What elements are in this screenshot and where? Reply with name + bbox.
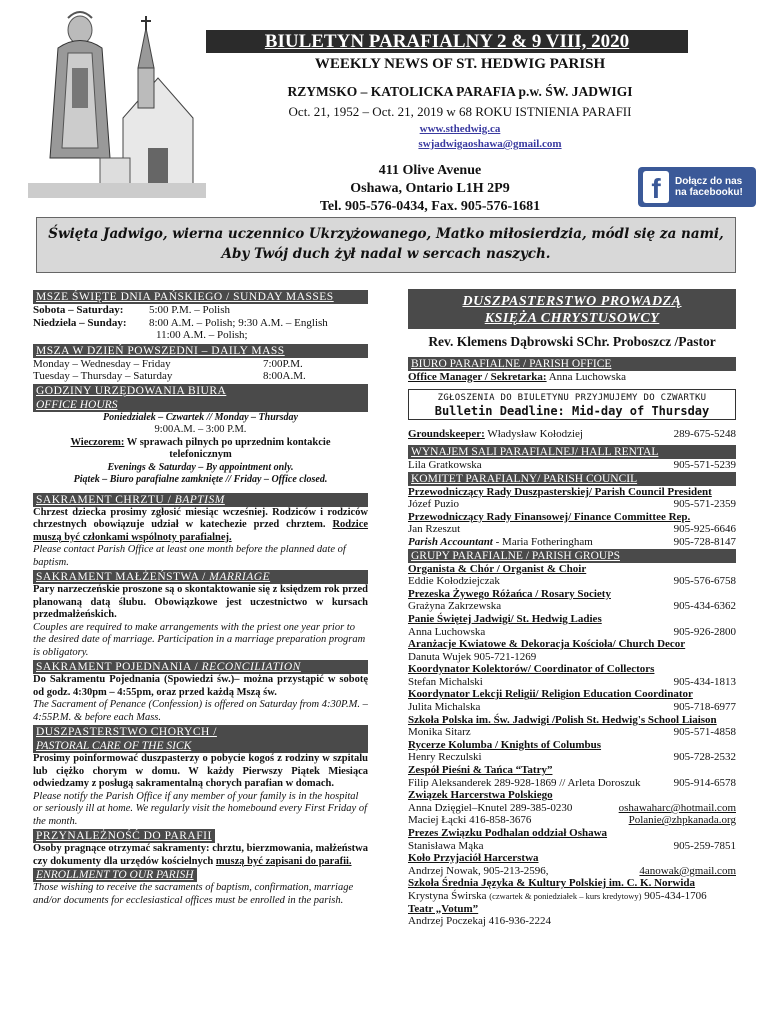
group-contact-name: Henry Reczulski — [408, 751, 482, 764]
email-link[interactable]: swjadwigaoshawa@gmail.com — [418, 138, 562, 150]
facebook-badge[interactable] — [638, 167, 756, 207]
phone-fax-line: Tel. 905-576-0434, Fax. 905-576-1681 — [319, 199, 541, 214]
website-link[interactable]: www.sthedwig.ca — [419, 123, 501, 135]
group-label: Rycerze Kolumba / Knights of Columbus — [408, 738, 602, 751]
right-column — [408, 289, 736, 928]
masses-heading: MSZE ŚWIĘTE DNIA PAŃSKIEGO / SUNDAY MASSES — [33, 290, 368, 304]
deadline-en: Bulletin Deadline: Mid-day of Thursday — [434, 403, 710, 418]
hall-rental-heading: WYNAJEM SALI PARAFIALNEJ/ HALL RENTAL — [408, 445, 736, 459]
enrollment-subheading: ENROLLMENT TO OUR PARISH — [33, 868, 197, 882]
group-contact-phone: 905-728-2532 — [673, 751, 736, 764]
group-label: Prezeska Żywego Różańca / Rosary Society — [408, 587, 611, 600]
appointment-note: Evenings & Saturday – By appointment only. — [107, 461, 294, 473]
office-hours-heading: GODZINY URZĘDOWANIA BIURA — [33, 384, 368, 398]
office-days: Poniedziałek – Czwartek // Monday – Thursday — [102, 411, 298, 423]
reconciliation-en: The Sacrament of Penance (Confession) is offered on Saturday from 4:30P.M. – 4:55P.M. & before each Mass. — [33, 699, 368, 723]
sick-care-pl: Prosimy poinformować duszpasterzy o pobycie kogoś z rodziny w szpitalu lub ciężko chorym w domu. W każdy Pierwszy Piątek Miesiąca odwiedzamy z posługą sakramentalną chorych parafian w domach. — [33, 753, 368, 789]
accountant-phone: 905-728-8147 — [673, 535, 736, 548]
anniversary-line: Oct. 21, 1952 – Oct. 21, 2019 w 68 ROKU ISTNIENIA PARAFII — [288, 104, 632, 119]
groundskeeper-name: Władysław Kołodziej — [484, 428, 583, 441]
bulletin-title: BIULETYN PARAFIALNY 2 & 9 VIII, 2020 — [206, 30, 688, 53]
prayer-line-2: Aby Twój duch żył nadal w sercach naszych. — [221, 246, 551, 262]
reconciliation-heading — [33, 660, 368, 674]
mwf-time: 7:00P.M. — [263, 357, 303, 370]
harcerstwo-email-1[interactable]: oshawaharc@hotmail.com — [618, 801, 736, 814]
saturday-mass: 5:00 P.M. – Polish — [149, 304, 230, 316]
finance-rep-name: Jan Rzeszut — [408, 523, 461, 536]
norwid-school-label: Szkoła Średnia Języka & Kultury Polskiej im. C. K. Norwida — [408, 877, 696, 890]
council-president-name: Józef Puzio — [408, 498, 460, 511]
deadline-pl: ZGŁOSZENIA DO BIULETYNU PRZYJMUJEMY DO CZWARTKU — [437, 393, 707, 404]
weekly-news-subtitle: WEEKLY NEWS OF ST. HEDWIG PARISH — [314, 56, 606, 72]
votum-contact: Andrzej Poczekaj 416-936-2224 — [408, 915, 551, 928]
facebook-text-1: Dołącz do nas — [675, 176, 743, 187]
group-contact-row — [408, 600, 736, 613]
marriage-heading-pl: SAKRAMENT MAŁŻEŃSTWA / — [36, 571, 210, 583]
group-contact-phone: 905-571-4858 — [673, 726, 736, 739]
finance-rep-label: Przewodniczący Rady Finansowej/ Finance Committee Rep. — [408, 510, 691, 523]
facebook-icon: f — [643, 171, 669, 203]
address-line-1: 411 Olive Avenue — [378, 163, 482, 178]
kolo-label: Koło Przyjaciół Harcerstwa — [408, 852, 539, 865]
group-label: Koordynator Lekcji Religii/ Religion Education Coordinator — [408, 688, 693, 701]
accountant-label: Parish Accountant — [408, 535, 493, 548]
ministry-heading — [408, 289, 736, 329]
group-contact-row — [408, 651, 736, 664]
council-president-label: Przewodniczący Rady Duszpasterskiej/ Parish Council President — [408, 485, 712, 498]
harcerstwo-contact-2: Maciej Łącki 416-858-3676 — [408, 814, 532, 827]
baptism-heading-en: BAPTISM — [174, 493, 225, 506]
parish-council-heading: KOMITET PARAFIALNY/ PARISH COUNCIL — [408, 472, 736, 486]
baptism-pl-underlined: Rodzice muszą być członkami wspólnoty parafialnej. — [33, 519, 369, 543]
reconciliation-pl: Do Sakramentu Pojednania (Spowiedzi św.)– można przystąpić w sobotę od godz. 4:30pm – 4:55pm, oraz przed każdą Mszą św. — [33, 674, 368, 698]
parish-groups-heading: GRUPY PARAFIALNE / PARISH GROUPS — [408, 549, 736, 563]
group-label: Panie Świętej Jadwigi/ St. Hedwig Ladies — [408, 612, 602, 625]
sick-care-heading: DUSZPASTERSTWO CHORYCH / — [33, 725, 368, 739]
council-president-phone: 905-571-2359 — [673, 498, 736, 511]
office-time: 9:00A.M. – 3:00 P.M. — [154, 424, 247, 435]
finance-rep-phone: 905-925-6646 — [673, 523, 736, 536]
group-contact-name: Stefan Michalski — [408, 675, 483, 688]
saturday-label: Sobota – Saturday: — [33, 304, 124, 316]
hall-phone: 905-571-5239 — [673, 458, 736, 471]
group-contact-row — [408, 626, 736, 639]
harcerstwo-label: Związek Harcerstwa Polskiego — [408, 789, 553, 802]
harcerstwo-email-2[interactable]: Polanie@zhpkanada.org — [628, 814, 736, 827]
group-label: Aranżacje Kwiatowe & Dekoracja Kościoła/ Church Decor — [408, 638, 686, 651]
group-contact-name: Anna Luchowska — [408, 625, 486, 638]
group-contact-name: Eddie Kołodziejczak — [408, 575, 500, 588]
sick-care-en: Please notify the Parish Office if any member of your family is in the hospital or seriously ill at home. We regularly visit the homebound every First Friday of the month. — [33, 790, 368, 827]
sick-care-subheading: PASTORAL CARE OF THE SICK — [33, 739, 368, 753]
baptism-heading — [33, 493, 368, 507]
ministry-line-2: KSIĘŻA CHRYSTUSOWCY — [484, 311, 660, 326]
office-manager-label: Office Manager / Sekretarka: — [408, 370, 547, 383]
group-contact-row — [408, 751, 736, 764]
group-contact-name: Danuta Wujek 905-721-1269 — [408, 650, 537, 663]
enrollment-heading: PRZYNALEŻNOŚĆ DO PARAFII — [33, 829, 215, 843]
group-label: Organista & Chór / Organist & Choir — [408, 562, 587, 575]
enrollment-en: Those wishing to receive the sacraments of baptism, confirmation, marriage and/or documents for ecclesiastical offices must be enrolled in the parish. — [33, 882, 354, 906]
sunday-label: Niedziela – Sunday: — [33, 316, 127, 329]
sunday-mass-2: 11:00 A.M. – Polish; — [156, 329, 248, 341]
kolo-email[interactable]: 4anowak@gmail.com — [639, 864, 736, 877]
groundskeeper-phone: 289-675-5248 — [673, 428, 736, 441]
zespol-label: Zespół Pieśni & Tańca “Tatry” — [408, 764, 553, 777]
podhalan-label: Prezes Związku Podhalan oddział Oshawa — [408, 827, 608, 839]
enrollment-pl: Osoby pragnące otrzymać sakramenty: chrztu, bierzmowania, małżeństwa czy dokumenty dla urzędów kościelnych — [33, 843, 368, 867]
group-label: Koordynator Kolektorów/ Coordinator of Collectors — [408, 663, 655, 676]
prayer-line-1: Święta Jadwigo, wierna uczennico Ukrzyżowanego, Matko miłosierdzia, módl się za nami, — [48, 226, 724, 242]
pastor-name: Rev. Klemens Dąbrowski SChr. Proboszcz /Pastor — [428, 334, 716, 349]
group-contact-name: Julita Michalska — [408, 701, 481, 714]
harcerstwo-contact-1: Anna Dzięgiel–Knutel 289-385-0230 — [408, 801, 573, 814]
norwid-school-name: Krystyna Świrska — [408, 889, 487, 902]
evening-note: W sprawach pilnych po uprzednim kontakcie telefonicznym — [126, 436, 331, 460]
reconciliation-heading-pl: SAKRAMENT POJEDNANIA / — [36, 661, 202, 673]
zespol-phone: 905-914-6578 — [673, 776, 736, 789]
tts-label: Tuesday – Thursday – Saturday — [33, 370, 173, 382]
podhalan-name: Stanisława Mąka — [408, 839, 484, 852]
kolo-contact: Andrzej Nowak, 905-213-2596, — [408, 864, 549, 877]
group-contact-phone: 905-926-2800 — [673, 625, 736, 638]
parish-name: RZYMSKO – KATOLICKA PARAFIA p.w. ŚW. JADWIGI — [287, 84, 633, 99]
baptism-pl: Chrzest dziecka prosimy zgłosić miesiąc wcześniej. Rodziców i rodziców chrzestnych obowiązuje udział w katechezie przed chrztem. — [33, 506, 368, 530]
sunday-mass: 8:00 A.M. – Polish; 9:30 A.M. – English — [149, 316, 328, 329]
norwid-school-phone: 905-434-1706 — [641, 889, 707, 902]
office-hours-subheading: OFFICE HOURS — [33, 398, 368, 412]
group-contact-row — [408, 575, 736, 588]
office-manager-name: Anna Luchowska — [546, 370, 627, 383]
prayer-box — [36, 217, 736, 273]
podhalan-phone: 905-259-7851 — [673, 839, 736, 852]
daily-mass-heading: MSZA W DZIEŃ POWSZEDNI – DAILY MASS — [33, 344, 368, 358]
parish-groups-list — [408, 563, 736, 765]
hall-contact: Lila Gratkowska — [408, 458, 482, 471]
enrollment-pl-underlined: muszą być zapisani do parafii. — [215, 855, 352, 867]
office-closed-note: Piątek – Biuro parafialne zamknięte // Friday – Office closed. — [73, 474, 328, 485]
ministry-line-1: DUSZPASTERSTWO PROWADZĄ — [462, 294, 682, 309]
baptism-en: Please contact Parish Office at least one month before the planned date of baptism. — [33, 544, 346, 568]
group-contact-phone: 905-576-6758 — [673, 575, 736, 588]
group-contact-name: Monika Sitarz — [408, 726, 471, 739]
zespol-contacts: Filip Aleksanderek 289-928-1869 // Arleta Doroszuk — [408, 776, 641, 789]
marriage-pl: Pary narzeczeńskie proszone są o skontaktowanie się z księdzem rok przed planowaną datą ślubu. Obowiązkowe jest uczestnictwo w kursach przedmałżeńskich. — [33, 584, 368, 620]
group-contact-phone: 905-434-1813 — [673, 675, 736, 688]
group-contact-name: Grażyna Zakrzewska — [408, 600, 502, 613]
reconciliation-heading-en: RECONCILIATION — [201, 661, 301, 673]
parish-office-heading: BIURO PARAFIALNE / PARISH OFFICE — [408, 357, 736, 371]
baptism-heading-pl: SAKRAMENT CHRZTU / — [36, 493, 175, 506]
groundskeeper-label: Groundskeeper: — [408, 428, 485, 441]
bulletin-deadline-box — [408, 389, 736, 420]
tts-time: 8:00A.M. — [263, 370, 306, 382]
group-contact-row — [408, 701, 736, 714]
marriage-heading-en: MARRIAGE — [209, 571, 271, 583]
facebook-text-2: na facebooku! — [675, 187, 743, 198]
group-contact-phone: 905-434-6362 — [673, 600, 736, 613]
group-label: Szkoła Polska im. Św. Jadwigi /Polish St. Hedwig's School Liaison — [408, 713, 717, 726]
group-contact-phone: 905-718-6977 — [673, 701, 736, 714]
group-contact-row — [408, 676, 736, 689]
mwf-label: Monday – Wednesday – Friday — [33, 357, 171, 370]
accountant-name: - Maria Fotheringham — [492, 535, 593, 548]
address-line-2: Oshawa, Ontario L1H 2P9 — [350, 181, 510, 196]
evening-label: Wieczorem: — [70, 436, 125, 448]
votum-label: Teatr „Votum” — [408, 902, 479, 915]
marriage-en: Couples are required to make arrangements with the priest one year prior to the desired date of marriage. Participation in a marriage preparation program is obligatory. — [33, 621, 366, 658]
left-column — [33, 289, 368, 907]
marriage-heading — [33, 570, 368, 584]
norwid-school-note: (czwartek & poniedziałek – kurs kredytowy) — [489, 890, 642, 901]
group-contact-row — [408, 726, 736, 739]
